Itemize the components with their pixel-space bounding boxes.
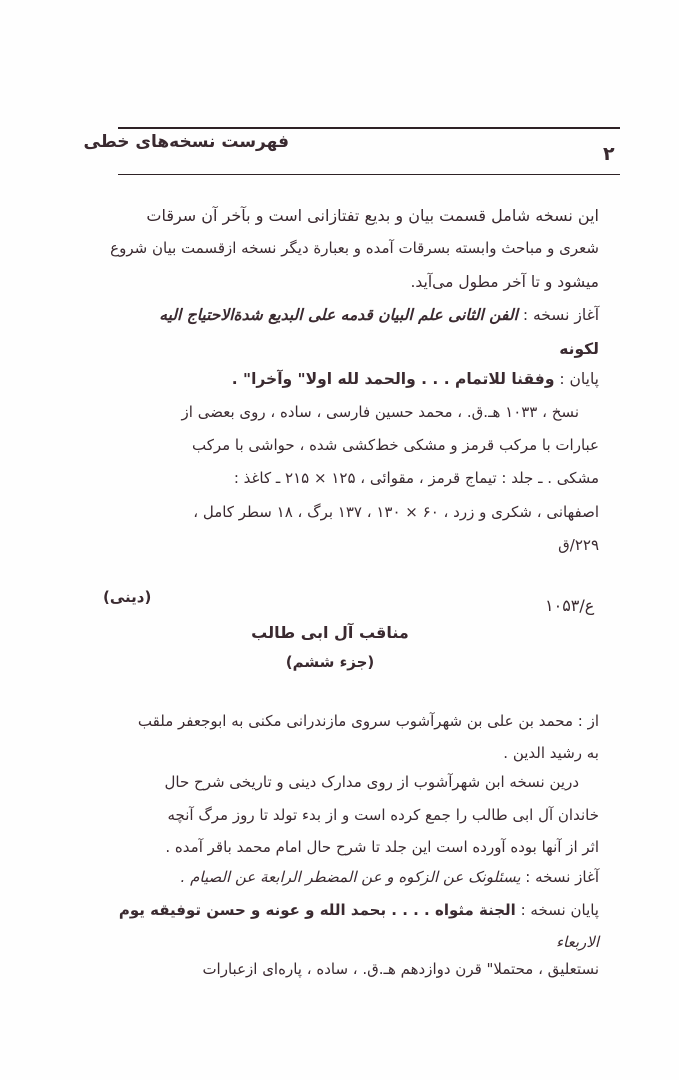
entry1-desc-line: شعری و مباحث وابسته بسرقات آمده و بعبارة دیگر نسخه ازقسمت بیان شروع	[110, 239, 599, 257]
entry2-category: (دینی)	[103, 588, 152, 606]
entry1-end-text: وفقنا للاتمام . . . والحمد لله اولا" وآخرا" .	[231, 370, 555, 388]
entry2-author-line: به رشید الدین .	[503, 744, 599, 762]
entry1-end-label: پایان :	[559, 370, 599, 388]
entry1-start	[159, 308, 599, 324]
entry1-desc-line: میشود و تا آخر مطول می‌آید.	[410, 273, 599, 291]
entry2-title: مناقب آل ابی طالب	[251, 623, 409, 642]
entry1-desc-line: این نسخه شامل قسمت بیان و بدیع تفتازانی است و بآخر آن سرقات	[146, 206, 599, 225]
entry2-desc-line: درین نسخه ابن شهرآشوب از روی مدارک دینی و تاریخی شرح حال	[164, 773, 579, 791]
entry2-end-continuation: الاربعاء	[555, 933, 599, 951]
entry2-start	[181, 870, 599, 885]
page-number: ۲	[603, 143, 615, 165]
entry2-start-label: آغاز نسخه :	[525, 868, 599, 886]
entry1-note-line: مشکی . ـ جلد : تیماج قرمز ، مقوائی ، ۱۲۵ × ۲۱۵ ـ کاغذ :	[233, 469, 599, 487]
entry1-end	[232, 372, 599, 388]
entry2-subtitle: (جزء ششم)	[285, 653, 375, 671]
entry2-end-text: الجنة مثواه . . . . بحمد الله و عونه و حسن توفیقه یوم	[118, 901, 516, 919]
entry1-note-line: اصفهانی ، شکری و زرد ، ۶۰ × ۱۳۰ ، ۱۳۷ برگ ، ۱۸ سطر کامل ،	[193, 503, 599, 521]
entry2-author-line: از : محمد بن علی بن شهرآشوب سروی مازندرانی مکنی به ابوجعفر ملقب	[137, 712, 599, 730]
entry1-note-line: نسخ ، ۱۰۳۳ هـ.ق. ، محمد حسین فارسی ، ساده ، روی بعضی از	[181, 403, 579, 421]
entry1-note-line: عبارات با مرکب قرمز و مشکی خط‌کشی شده ، حواشی با مرکب	[191, 436, 599, 454]
header-bottom-rule	[118, 174, 620, 175]
header-top-rule	[118, 127, 620, 129]
entry2-end-label: پایان نسخه :	[520, 901, 599, 919]
entry2-desc-line: اثر از آنها بوده آورده است این جلد تا شرح حال امام محمد باقر آمده .	[165, 838, 599, 856]
entry1-start-label: آغاز نسخه :	[522, 306, 599, 324]
entry1-note-line: ۲۲۹/ق	[558, 536, 599, 554]
entry2-number: ۱۰۵۳/ع	[545, 596, 595, 615]
entry2-start-text: یسئلونک عن الزکوه و عن المضطر الرابعة عن الصیام .	[180, 868, 521, 886]
entry2-last-line: نستعلیق ، محتملا" قرن دوازدهم هـ.ق. ، ساده ، پاره‌ای ازعبارات	[202, 960, 599, 978]
entry2-end	[119, 903, 599, 918]
header-title: فهرست نسخه‌های خطی	[83, 132, 289, 152]
entry1-start-text: الفن الثانی علم البیان قدمه علی البدیع شدةالاحتیاج الیه	[159, 306, 518, 324]
entry2-desc-line: خاندان آل ابی طالب را جمع کرده است و از بدء تولد تا روز مرگ آنچه	[167, 806, 599, 824]
entry1-start-continuation: لکونه	[559, 340, 599, 358]
